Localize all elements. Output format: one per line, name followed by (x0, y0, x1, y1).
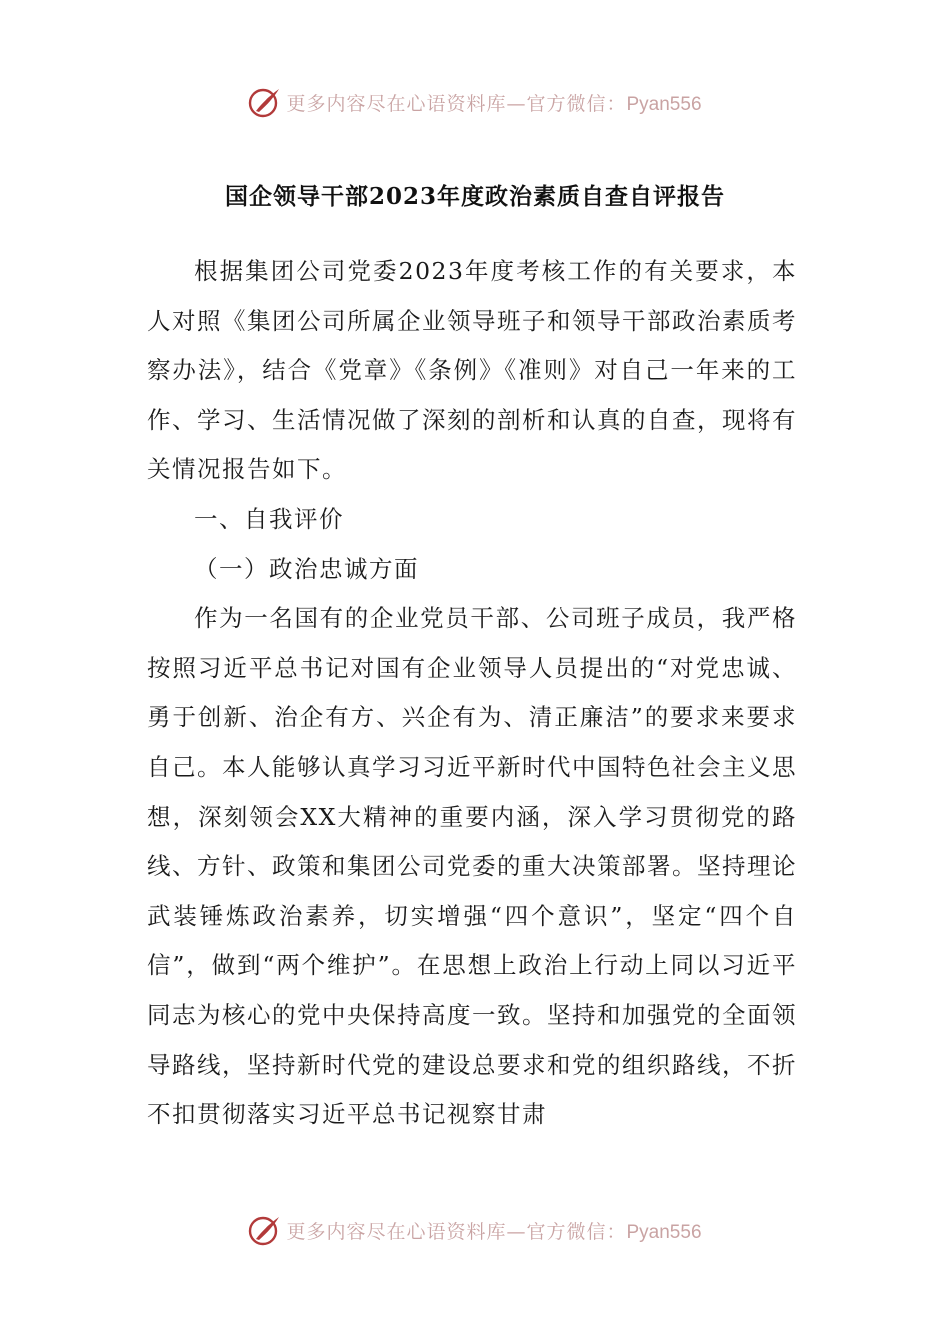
quill-logo-icon (248, 1213, 282, 1247)
banner-text (286, 89, 701, 116)
document-body (147, 247, 797, 1140)
wechat-id: Pyan556 (626, 93, 702, 115)
banner-slogan: 更多内容尽在心语资料库—官方微信： (286, 92, 627, 115)
political-loyalty-paragraph: 作为一名国有的企业党员干部、公司班子成员，我严格按照习近平总书记对国有企业领导人员提出的“对党忠诚、勇于创新、治企有方、兴企有为、清正廉洁”的要求来要求自己。本人能够认真学习习近平新时代中国特色社会主义思想，深刻领会XX大精神的重要内涵，深入学习贯彻党的路线、方针、政策和集团公司党委的重大决策部署。坚持理论武装锤炼政治素养，切实增强“四个意识”，坚定“四个自信”，做到“两个维护”。在思想上政治上行动上同以习近平同志为核心的党中央保持高度一致。坚持和加强党的全面领导路线，坚持新时代党的建设总要求和党的组织路线，不折不扣贯彻落实习近平总书记视察甘肃 (147, 604, 797, 1129)
wechat-id: Pyan556 (626, 1221, 702, 1243)
intro-paragraph: 根据集团公司党委2023年度考核工作的有关要求，本人对照《集团公司所属企业领导班子和领导干部政治素质考察办法》，结合《党章》《条例》《准则》对自己一年来的工作、学习、生活情况做了深刻的剖析和认真的自查，现将有关情况报告如下。 (147, 257, 797, 484)
section-heading-self-evaluation: 一、自我评价 (194, 504, 344, 533)
subsection-heading-political-loyalty: （一）政治忠诚方面 (194, 554, 419, 583)
quill-logo-icon (248, 85, 282, 119)
banner-text (286, 1217, 701, 1244)
document-title: 国企领导干部2023年度政治素质自查自评报告 (224, 183, 725, 210)
footer-watermark-banner (0, 1210, 950, 1250)
header-watermark-banner (0, 82, 950, 122)
banner-slogan: 更多内容尽在心语资料库—官方微信： (286, 1220, 627, 1243)
